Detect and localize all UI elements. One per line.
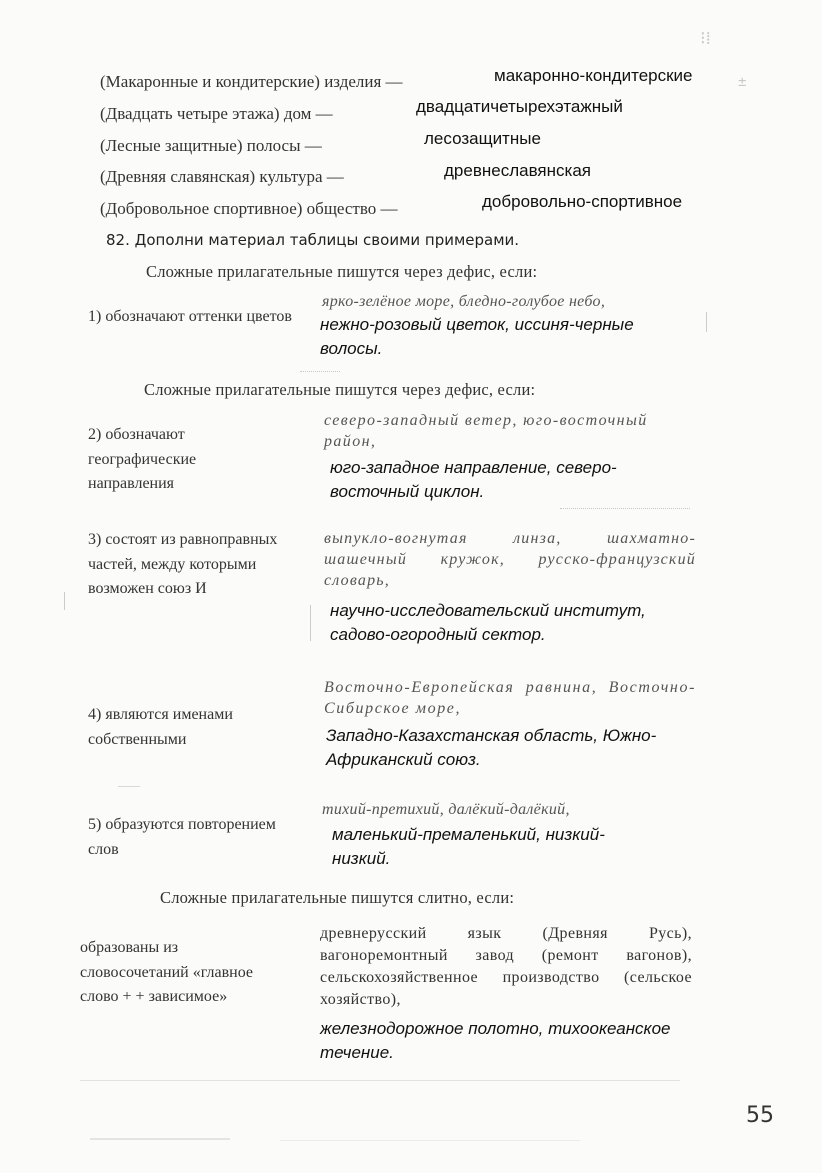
task-answer-1: макаронно-кондитерские (494, 66, 693, 85)
rule-condition-4: 4) являются именами собственными (88, 706, 233, 748)
rule-handwritten-example-4: Западно-Казахстанская область, Южно-Африканский союз. (326, 726, 657, 769)
column-mark (310, 605, 311, 641)
column-mark (64, 592, 65, 610)
section-title-hyphen-1: Сложные прилагательные пишутся через дефис, если: (146, 262, 538, 281)
rule-handwritten-example-5: маленький-премаленький, низкий-низкий. (332, 825, 605, 868)
task-answer-3: лесозащитные (424, 129, 541, 148)
solid-rule-handwritten-example: железнодорожное полотно, тихоокеанское течение. (320, 1019, 671, 1062)
task-answer-5: добровольно-спортивное (482, 192, 683, 211)
rule-handwritten-example-2: юго-западное направление, северо-восточный циклон. (330, 458, 617, 501)
task-phrase-1: (Макаронные и кондитерские) изделия — (100, 72, 403, 91)
task-phrase-4: (Древняя славянская) культура — (100, 167, 344, 186)
task-phrase-5: (Добровольное спортивное) общество — (100, 199, 398, 218)
section-title-solid: Сложные прилагательные пишутся слитно, если: (160, 888, 515, 907)
rule-condition-3: 3) состоят из равноправных частей, между которыми возможен союз И (88, 531, 278, 597)
rule-handwritten-example-1: нежно-розовый цветок, иссиня-черные волосы. (320, 315, 634, 358)
exercise-number: 82. (106, 231, 130, 249)
column-mark (706, 312, 707, 332)
rule-condition-5: 5) образуются повторением слов (88, 816, 276, 858)
exercise-heading (106, 231, 519, 249)
scan-artifact (280, 1140, 580, 1141)
scan-artifact (90, 1138, 230, 1140)
row-divider (300, 371, 340, 372)
page-number: 55 (746, 1103, 774, 1128)
row-divider (560, 508, 690, 509)
section-title-hyphen-2: Сложные прилагательные пишутся через дефис, если: (144, 380, 536, 399)
scan-artifact: ± (738, 74, 747, 90)
solid-rule-condition: образованы из словосочетаний «главное слово + + зависимое» (80, 939, 253, 1005)
rule-condition-1: 1) обозначают оттенки цветов (88, 308, 292, 325)
rule-printed-example-1: ярко-зелёное море, бледно-голубое небо, (322, 293, 606, 310)
solid-rule-printed-example: древнерусский язык (Древняя Русь), вагоноремонтный завод (ремонт вагонов), сельскохозяйственное производство (сельское хозяйство), (320, 925, 692, 1008)
rule-printed-example-5: тихий-претихий, далёкий-далёкий, (322, 801, 570, 818)
scan-artifact (118, 786, 140, 787)
rule-printed-example-3: выпукло-вогнутая линза, шахматно-шашечный кружок, русско-французский словарь, (324, 530, 696, 589)
rule-printed-example-4: Восточно-Европейская равнина, Восточно-Сибирское море, (324, 679, 696, 717)
exercise-instruction: Дополни материал таблицы своими примерами. (134, 231, 520, 249)
scan-artifact: ⁝⁞ (700, 28, 711, 49)
task-answer-4: древнеславянская (444, 161, 591, 180)
scan-artifact (80, 1080, 680, 1081)
rule-handwritten-example-3: научно-исследовательский институт, садово-огородный сектор. (330, 601, 646, 644)
task-phrase-3: (Лесные защитные) полосы — (100, 136, 322, 155)
rule-condition-2: 2) обозначают географические направления (88, 426, 197, 492)
task-phrase-2: (Двадцать четыре этажа) дом — (100, 104, 333, 123)
task-answer-2: двадцатичетырехэтажный (416, 97, 623, 116)
rule-printed-example-2: северо-западный ветер, юго-восточный район, (324, 412, 648, 450)
